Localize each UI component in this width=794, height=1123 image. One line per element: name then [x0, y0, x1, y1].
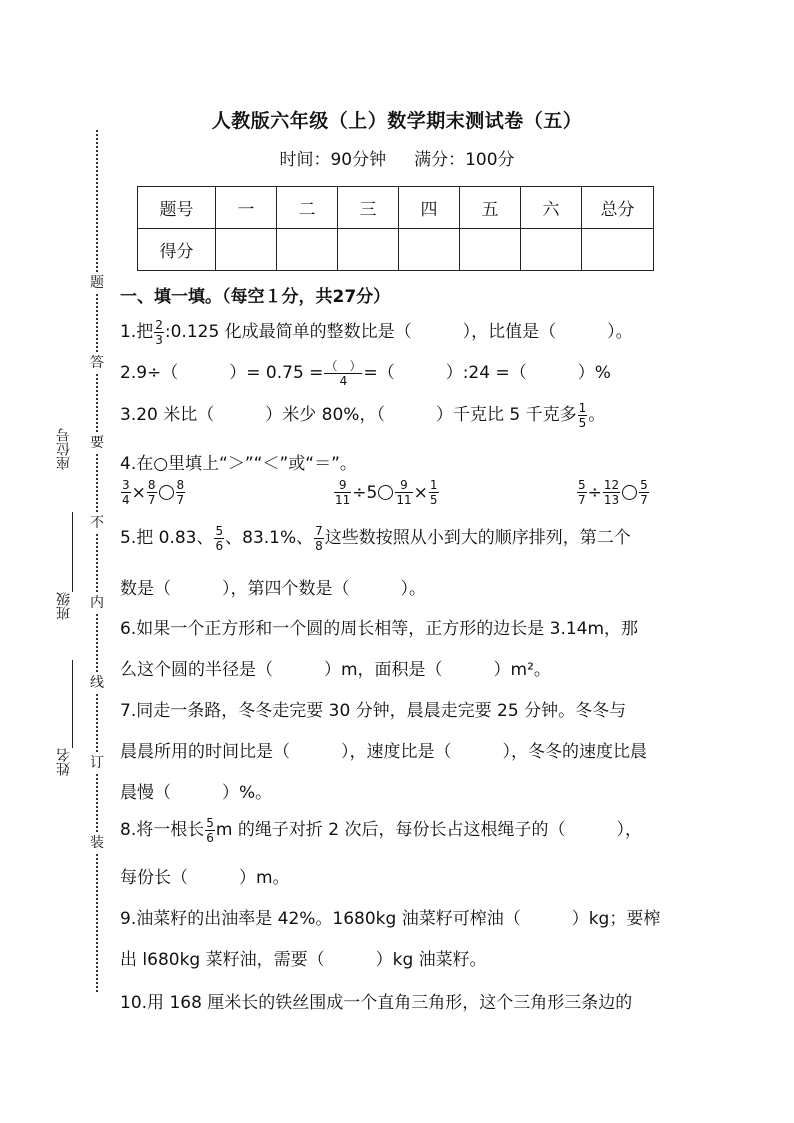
- compare-expression-2: $\frac{9}{11}$ ÷5 $\frac{9}{11}$ × $\frac{1}{5}$: [335, 478, 438, 507]
- question-4: 4.在○里填上“＞”“＜”或“＝”。: [120, 454, 357, 474]
- compare-expression-1: $\frac{3}{4}$ × $\frac{8}{7}$ $\frac{8}{7}$: [122, 478, 185, 507]
- header-cell: 题号: [138, 187, 216, 229]
- header-cell: 一: [216, 187, 277, 229]
- exam-info: [0, 145, 794, 170]
- score-row-label: 得分: [138, 229, 216, 271]
- name-field-line[interactable]: [72, 660, 73, 748]
- seal-char: 内: [87, 592, 107, 612]
- fraction: $\frac{7}{8}$: [315, 523, 323, 553]
- header-cell: 总分: [582, 187, 654, 229]
- compare-circle[interactable]: [622, 485, 637, 500]
- score-cell[interactable]: [521, 229, 582, 271]
- fraction: $\frac{1}{5}$: [429, 478, 438, 507]
- q8-text-a: 8.将一根长: [120, 820, 205, 840]
- fraction: $\frac{12}{13}$: [603, 478, 620, 507]
- compare-expression-3: $\frac{5}{7}$ ÷ $\frac{12}{13}$ $\frac{5}{7}$: [578, 478, 648, 507]
- fraction: $\frac{5}{7}$: [640, 478, 648, 507]
- seal-char: 不: [87, 512, 107, 532]
- class-label: 班级: [56, 592, 72, 620]
- fraction: $\frac{5}{7}$: [578, 478, 586, 507]
- fraction: $\frac{5}{6}$: [206, 815, 214, 845]
- question-8: [120, 815, 642, 845]
- fraction: $\frac{1}{5}$: [578, 400, 587, 430]
- compare-circle[interactable]: [378, 485, 393, 500]
- fraction: $\frac{9}{11}$: [335, 478, 351, 507]
- fraction: $\frac{8}{7}$: [147, 478, 156, 507]
- q2-text-b: =（ ）:24 =（ ）%: [363, 363, 611, 383]
- binding-dotted-line: [96, 130, 98, 992]
- q1-text-a: 1.把: [120, 322, 154, 342]
- q1-text-b: :0.125 化成最简单的整数比是（ ），比值是（ ）。: [164, 322, 633, 342]
- fraction: $\frac{2}{3}$: [155, 317, 163, 347]
- fraction: $\frac{3}{4}$: [122, 478, 130, 507]
- class-field-line[interactable]: [72, 512, 73, 592]
- score-table-score-row: [138, 229, 654, 271]
- seat-number-label: 座位号: [56, 428, 72, 470]
- seal-char: 答: [87, 352, 107, 372]
- question-9-line-2: 出 l680kg 菜籽油，需要（ ）kg 油菜籽。: [120, 950, 487, 970]
- question-5-line-2: 数是（ ），第四个数是（ ）。: [120, 579, 426, 599]
- seal-char: 要: [87, 432, 107, 452]
- score-table-header-row: [138, 187, 654, 229]
- header-cell: 三: [338, 187, 399, 229]
- score-cell[interactable]: [399, 229, 460, 271]
- q3-text-b: 。: [588, 405, 606, 425]
- question-3: [120, 400, 605, 430]
- score-cell[interactable]: [460, 229, 521, 271]
- name-label: 姓名: [56, 748, 72, 776]
- exam-time: 时间：90分钟: [279, 150, 387, 170]
- compare-circle[interactable]: [159, 485, 174, 500]
- question-7-line-2: 晨晨所用的时间比是（ ），速度比是（ ），冬冬的速度比晨: [120, 742, 647, 762]
- q5-text-b: 、83.1%、: [225, 528, 314, 548]
- header-cell: 六: [521, 187, 582, 229]
- header-cell: 四: [399, 187, 460, 229]
- question-2: [120, 358, 611, 388]
- question-6: 6.如果一个正方形和一个圆的周长相等，正方形的边长是 3.14m，那: [120, 619, 639, 639]
- fraction: $\frac{9}{11}$: [396, 478, 412, 507]
- exam-full-score: 满分：100分: [414, 150, 515, 170]
- seal-char: 装: [87, 832, 107, 852]
- q8-text-b: m 的绳子对折 2 次后，每份长占这根绳子的（ ），: [215, 820, 642, 840]
- question-9: 9.油菜籽的出油率是 42%。1680kg 油菜籽可榨油（ ）kg；要榨: [120, 909, 661, 929]
- question-6-line-2: 么这个圆的半径是（ ）m，面积是（ ）m²。: [120, 660, 551, 680]
- q5-text-c: 这些数按照从小到大的顺序排列，第二个: [324, 528, 631, 548]
- question-7-line-3: 晨慢（ ）%。: [120, 783, 273, 803]
- question-7: 7.同走一条路，冬冬走完要 30 分钟，晨晨走完要 25 分钟。冬冬与: [120, 701, 627, 721]
- q2-text-a: 2.9÷（ ）= 0.75 =: [120, 363, 324, 383]
- q3-text-a: 3.20 米比（ ）米少 80%，（ ）千克比 5 千克多: [120, 405, 577, 425]
- fraction: $\frac{8}{7}$: [176, 478, 185, 507]
- score-cell[interactable]: [582, 229, 654, 271]
- seal-char: 线: [87, 672, 107, 692]
- score-cell[interactable]: [277, 229, 338, 271]
- score-cell[interactable]: [216, 229, 277, 271]
- score-table: [137, 186, 654, 271]
- question-1: [120, 317, 633, 347]
- question-8-line-2: 每份长（ ）m。: [120, 868, 290, 888]
- question-10: 10.用 168 厘米长的铁丝围成一个直角三角形，这个三角形三条边的: [120, 993, 633, 1013]
- seal-char: 订: [87, 752, 107, 772]
- question-5: [120, 523, 631, 553]
- header-cell: 二: [277, 187, 338, 229]
- section-heading: 一、填一填。（每空１分，共27分）: [120, 287, 391, 307]
- q5-text-a: 5.把 0.83、: [120, 528, 214, 548]
- header-cell: 五: [460, 187, 521, 229]
- score-cell[interactable]: [338, 229, 399, 271]
- fraction: （ ） 4: [325, 358, 362, 388]
- seal-char: 题: [87, 272, 107, 292]
- fraction: $\frac{5}{6}$: [215, 523, 224, 553]
- page-title: 人教版六年级（上）数学期末测试卷（五）: [211, 110, 583, 132]
